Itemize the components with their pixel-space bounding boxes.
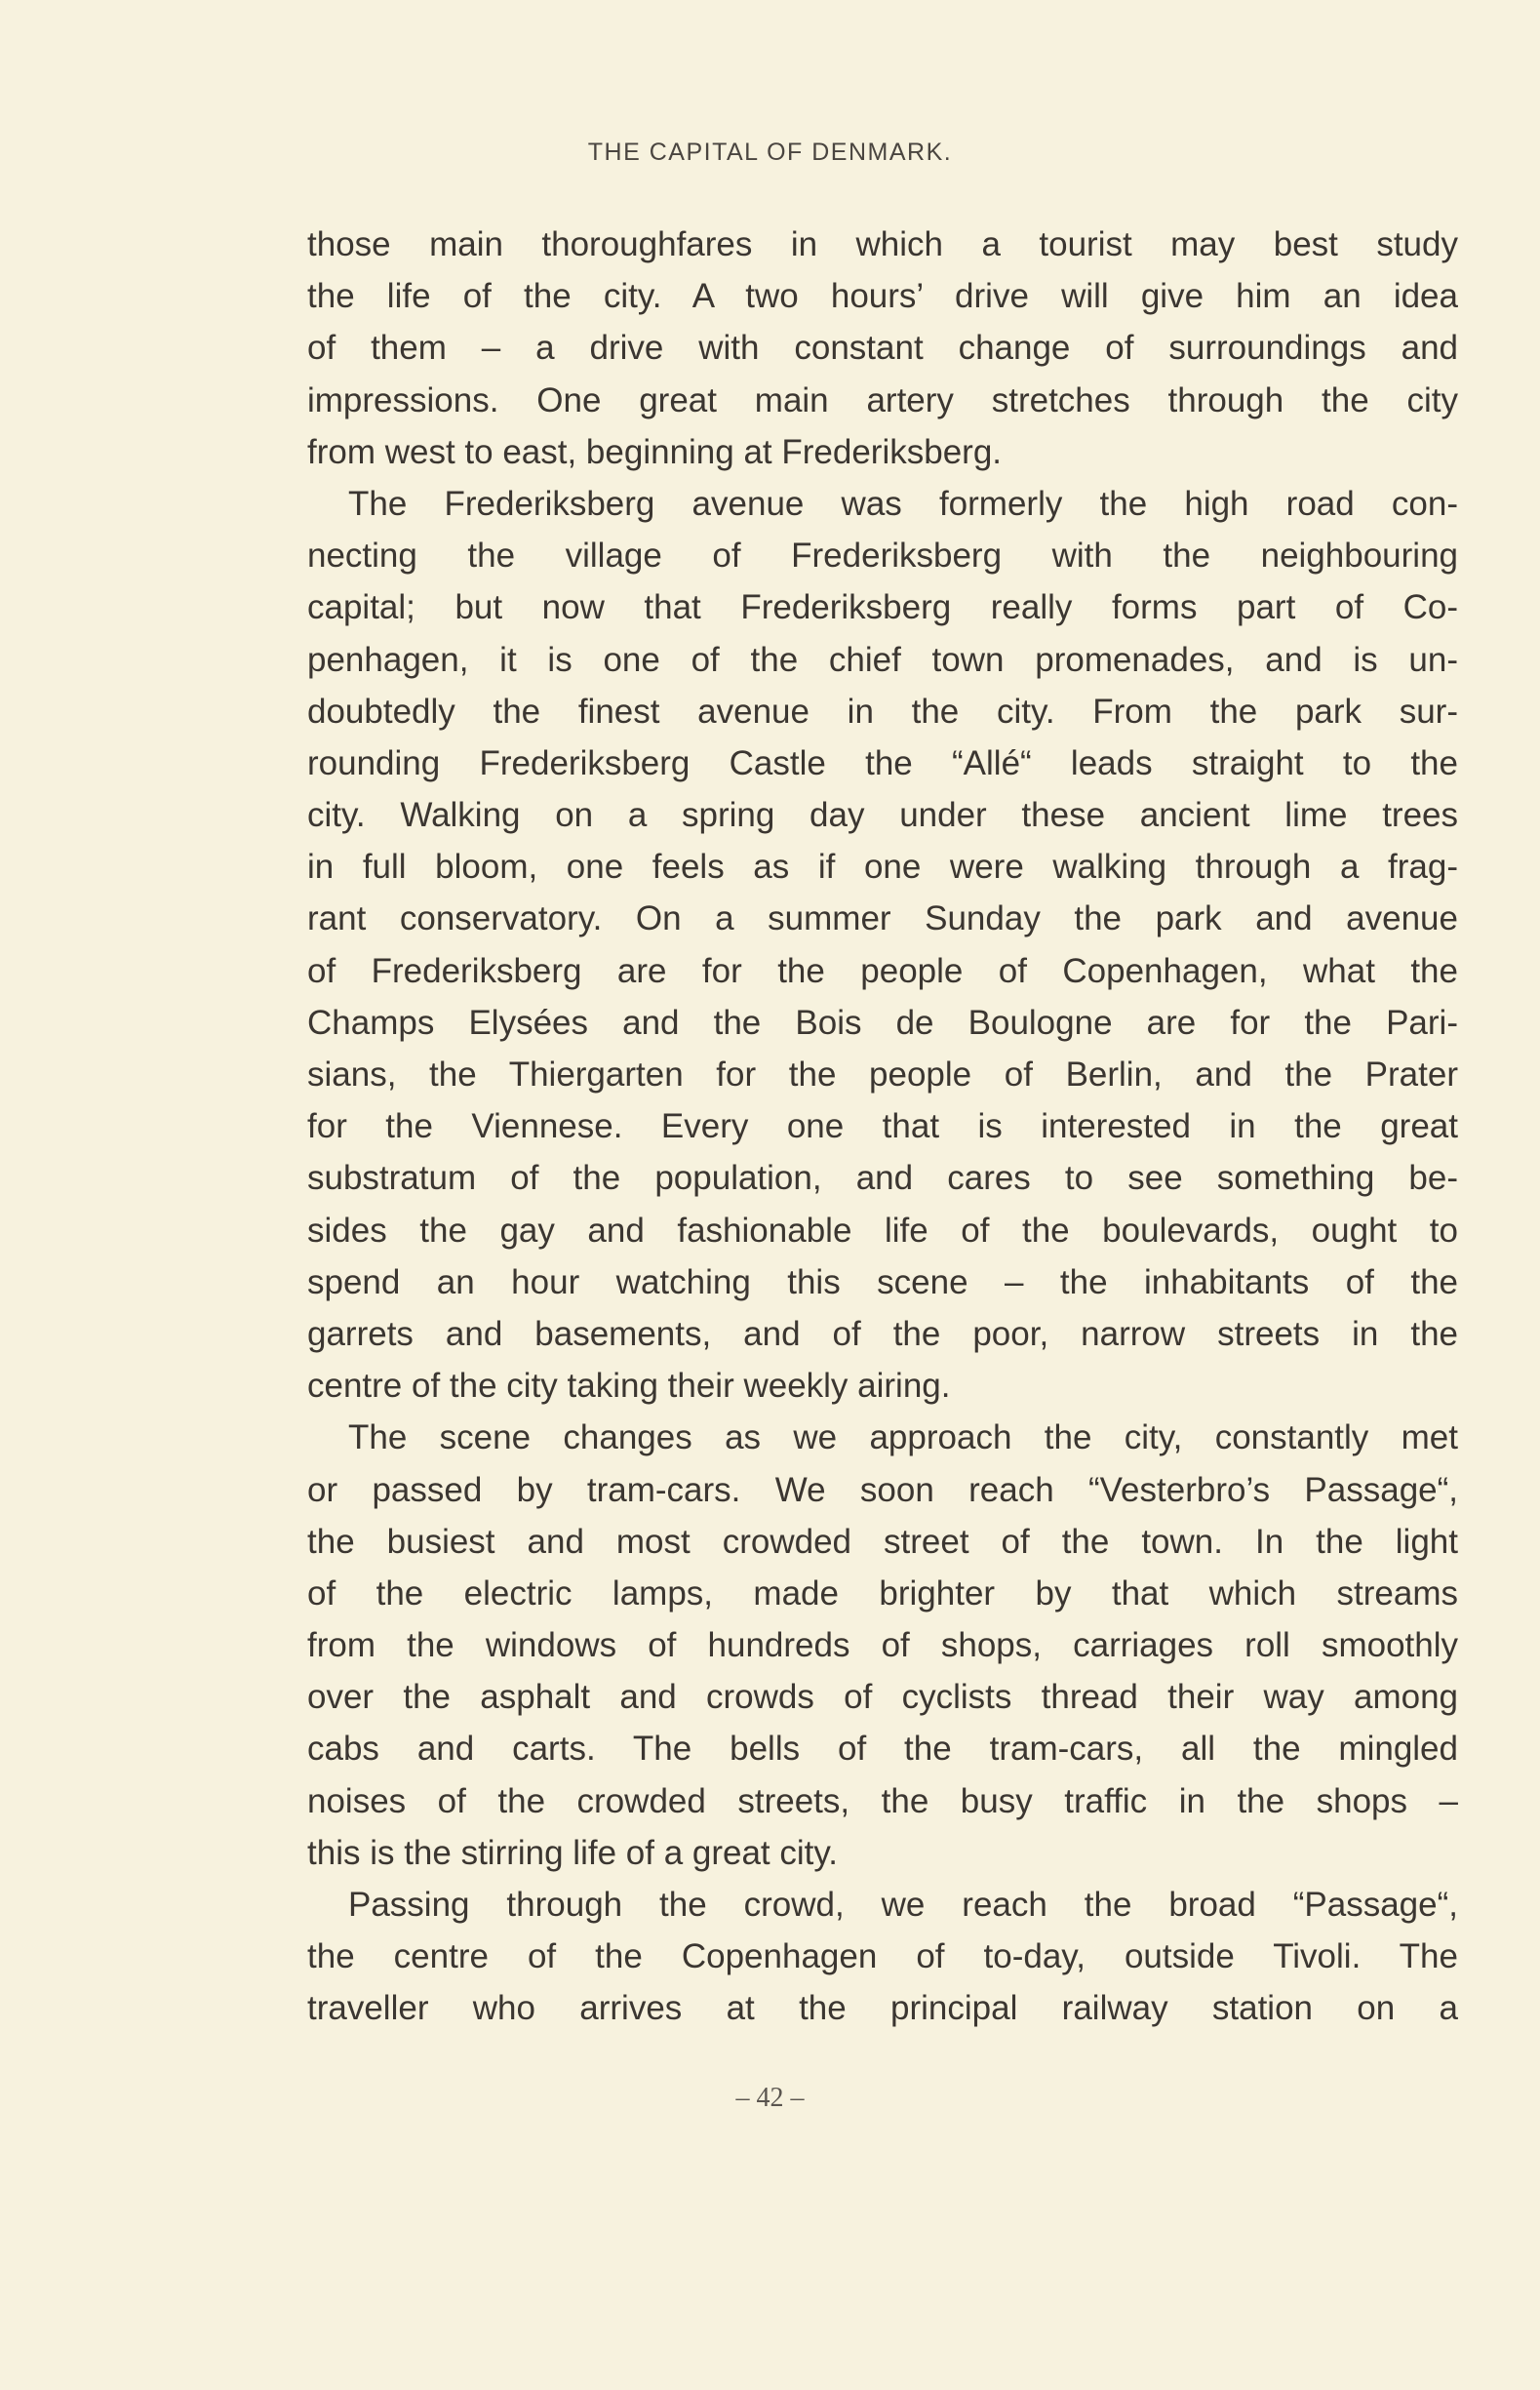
text-line: over the asphalt and crowds of cyclists thread their way among (307, 1678, 1458, 1717)
text-line: sians, the Thiergarten for the people of Berlin, and the Prater (307, 1056, 1458, 1094)
text-line: the centre of the Copenhagen of to-day, outside Tivoli. The (307, 1937, 1458, 1976)
text-line: The scene changes as we approach the city, constantly met (348, 1418, 1458, 1457)
text-line: centre of the city taking their weekly airing. (307, 1367, 951, 1406)
text-line: spend an hour watching this scene – the inhabitants of the (307, 1262, 1458, 1301)
text-line: capital; but now that Frederiksberg really forms part of Co- (307, 588, 1458, 627)
text-line: for the Viennese. Every one that is interested in the great (307, 1107, 1458, 1146)
text-line: the life of the city. A two hours’ drive will give him an idea (307, 277, 1458, 316)
text-line: substratum of the population, and cares to see something be- (307, 1159, 1458, 1198)
text-line: doubtedly the finest avenue in the city. From the park sur- (307, 692, 1458, 731)
text-line: cabs and carts. The bells of the tram-cars, all the mingled (307, 1730, 1458, 1769)
text-line: garrets and basements, and of the poor, narrow streets in the (307, 1314, 1458, 1353)
text-line: city. Walking on a spring day under these ancient lime trees (307, 796, 1458, 835)
text-line: impressions. One great main artery stretches through the city (307, 380, 1458, 419)
running-header: THE CAPITAL OF DENMARK. (587, 139, 953, 166)
text-line: those main thoroughfares in which a tourist may best study (307, 225, 1458, 263)
text-line: sides the gay and fashionable life of the boulevards, ought to (307, 1211, 1458, 1250)
text-line: The Frederiksberg avenue was formerly the high road con- (348, 484, 1458, 523)
text-line: this is the stirring life of a great city. (307, 1833, 839, 1872)
text-line: rounding Frederiksberg Castle the “Allé“ leads straight to the (307, 743, 1458, 782)
text-line: necting the village of Frederiksberg with the neighbouring (307, 537, 1458, 576)
text-line: traveller who arrives at the principal railway station on a (307, 1989, 1458, 2028)
text-line: noises of the crowded streets, the busy traffic in the shops – (307, 1781, 1458, 1820)
text-line: from the windows of hundreds of shops, carriages roll smoothly (307, 1626, 1458, 1665)
page-number: – 42 – (735, 2083, 805, 2113)
text-line: or passed by tram-cars. We soon reach “Vesterbro’s Passage“, (307, 1470, 1458, 1509)
body-text (307, 219, 1458, 2035)
text-line: from west to east, beginning at Frederiksberg. (307, 432, 1003, 471)
text-line: rant conservatory. On a summer Sunday the park and avenue (307, 899, 1458, 938)
text-line: Champs Elysées and the Bois de Boulogne are for the Pari- (307, 1003, 1458, 1042)
text-line: of Frederiksberg are for the people of Copenhagen, what the (307, 951, 1458, 990)
text-line: the busiest and most crowded street of the town. In the light (307, 1522, 1458, 1561)
text-line: in full bloom, one feels as if one were walking through a frag- (307, 848, 1458, 887)
text-line: of the electric lamps, made brighter by that which streams (307, 1573, 1458, 1613)
text-line: of them – a drive with constant change of surroundings and (307, 329, 1458, 368)
text-line: penhagen, it is one of the chief town promenades, and is un- (307, 640, 1458, 679)
text-line: Passing through the crowd, we reach the broad “Passage“, (348, 1886, 1458, 1924)
